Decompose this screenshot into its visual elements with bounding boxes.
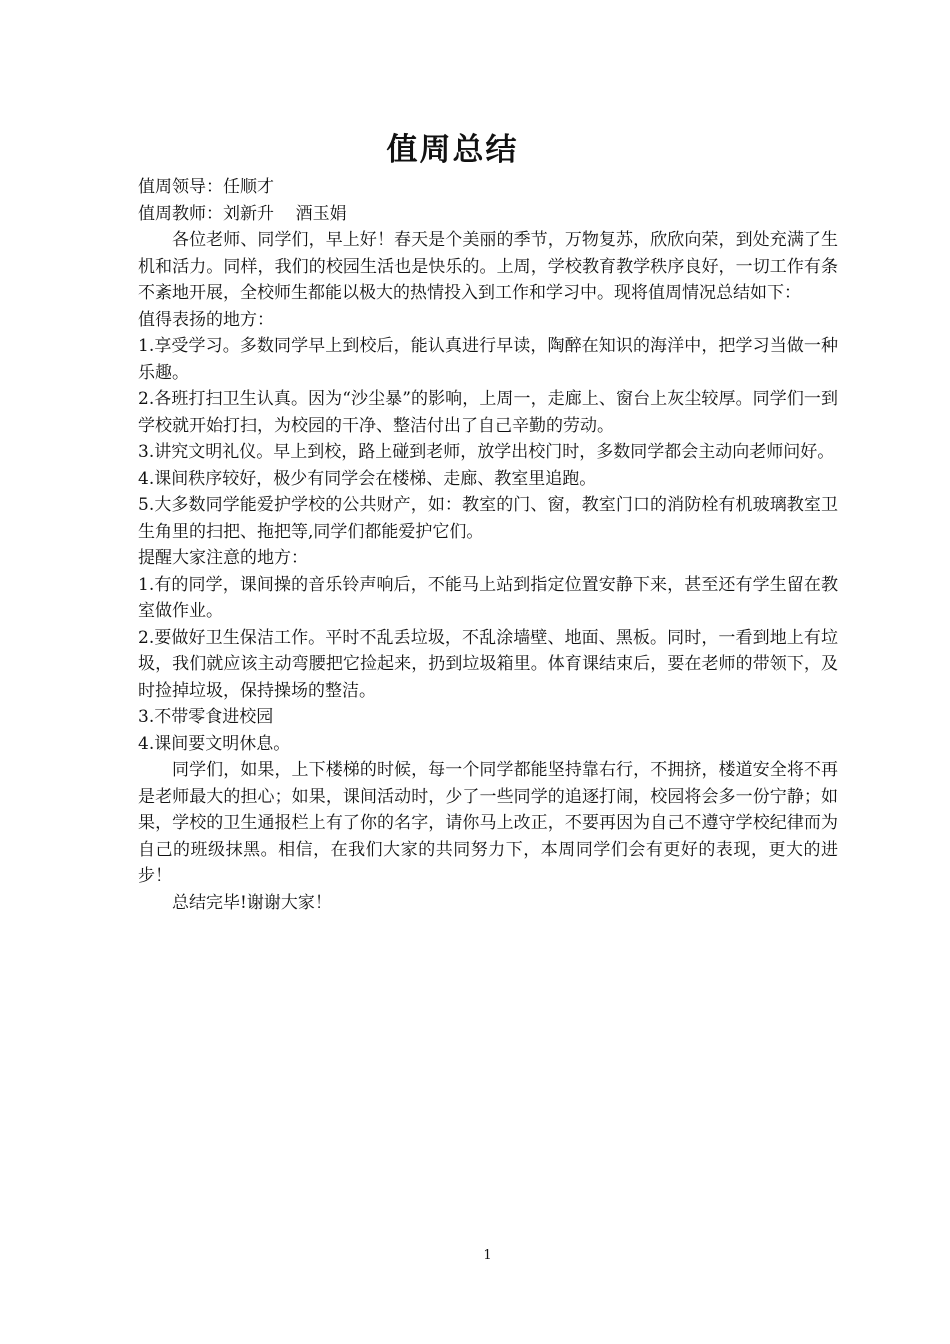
end-line: 总结完毕!谢谢大家！ <box>172 892 332 913</box>
praise-item: 4.课间秩序较好，极少有同学会在楼梯、走廊、教室里追跑。 <box>138 468 597 489</box>
closing-paragraph: 同学们，如果，上下楼梯的时候，每一个同学都能坚持靠右行，不拥挤，楼道安全将不再是老师最大的担心；如果，课间活动时，少了一些同学的追逐打闹，校园将会多一份宁静；如果，学校的卫生通报栏上有了你的名字，请你马上改正，不要再因为自己不遵守学校纪律而为自己的班级抹黑。相信，在我们大家的共同努力下，本周同学们会有更好的表现，更大的进步！ <box>138 760 838 886</box>
reminder-item: 2.要做好卫生保洁工作。平时不乱丢垃圾，不乱涂墙壁、地面、黑板。同时，一看到地上有垃圾，我们就应该主动弯腰把它捡起来，扔到垃圾箱里。体育课结束后，要在老师的带领下，及时捡掉垃圾，保持操场的整洁。 <box>138 627 838 701</box>
reminder-item: 1.有的同学，课间操的音乐铃声响后，不能马上站到指定位置安静下来，甚至还有学生留在教室做作业。 <box>138 574 838 621</box>
page-number: 1 <box>483 1248 492 1263</box>
intro-paragraph: 各位老师、同学们，早上好！春天是个美丽的季节，万物复苏，欣欣向荣，到处充满了生机和活力。同样，我们的校园生活也是快乐的。上周，学校教育教学秩序良好，一切工作有条不紊地开展，全校师生都能以极大的热情投入到工作和学习中。现将值周情况总结如下： <box>138 230 838 303</box>
reminder-item: 4.课间要文明休息。 <box>138 733 291 754</box>
duty-leader-line: 值周领导：任顺才 <box>138 177 274 197</box>
praise-item: 5.大多数同学能爱护学校的公共财产，如：教室的门、窗，教室门口的消防栓有机玻璃教室卫生角里的扫把、拖把等,同学们都能爱护它们。 <box>138 495 838 542</box>
praise-item: 2.各班打扫卫生认真。因为“沙尘暴”的影响，上周一，走廊上、窗台上灰尘较厚。同学们一到学校就开始打扫，为校园的干净、整洁付出了自己辛勤的劳动。 <box>138 389 838 436</box>
reminder-heading: 提醒大家注意的地方： <box>138 548 308 568</box>
reminder-item: 3.不带零食进校园 <box>138 707 274 727</box>
duty-teachers-line: 值周教师：刘新升 酒玉娟 <box>138 203 347 224</box>
document-body <box>138 174 838 916</box>
praise-item: 1.享受学习。多数同学早上到校后，能认真进行早读，陶醉在知识的海洋中，把学习当做一种乐趣。 <box>138 336 838 383</box>
praise-item: 3.讲究文明礼仪。早上到校，路上碰到老师，放学出校门时，多数同学都会主动向老师问好。 <box>138 442 835 462</box>
document-title: 值周总结 <box>386 132 519 168</box>
praise-heading: 值得表扬的地方： <box>138 309 274 330</box>
